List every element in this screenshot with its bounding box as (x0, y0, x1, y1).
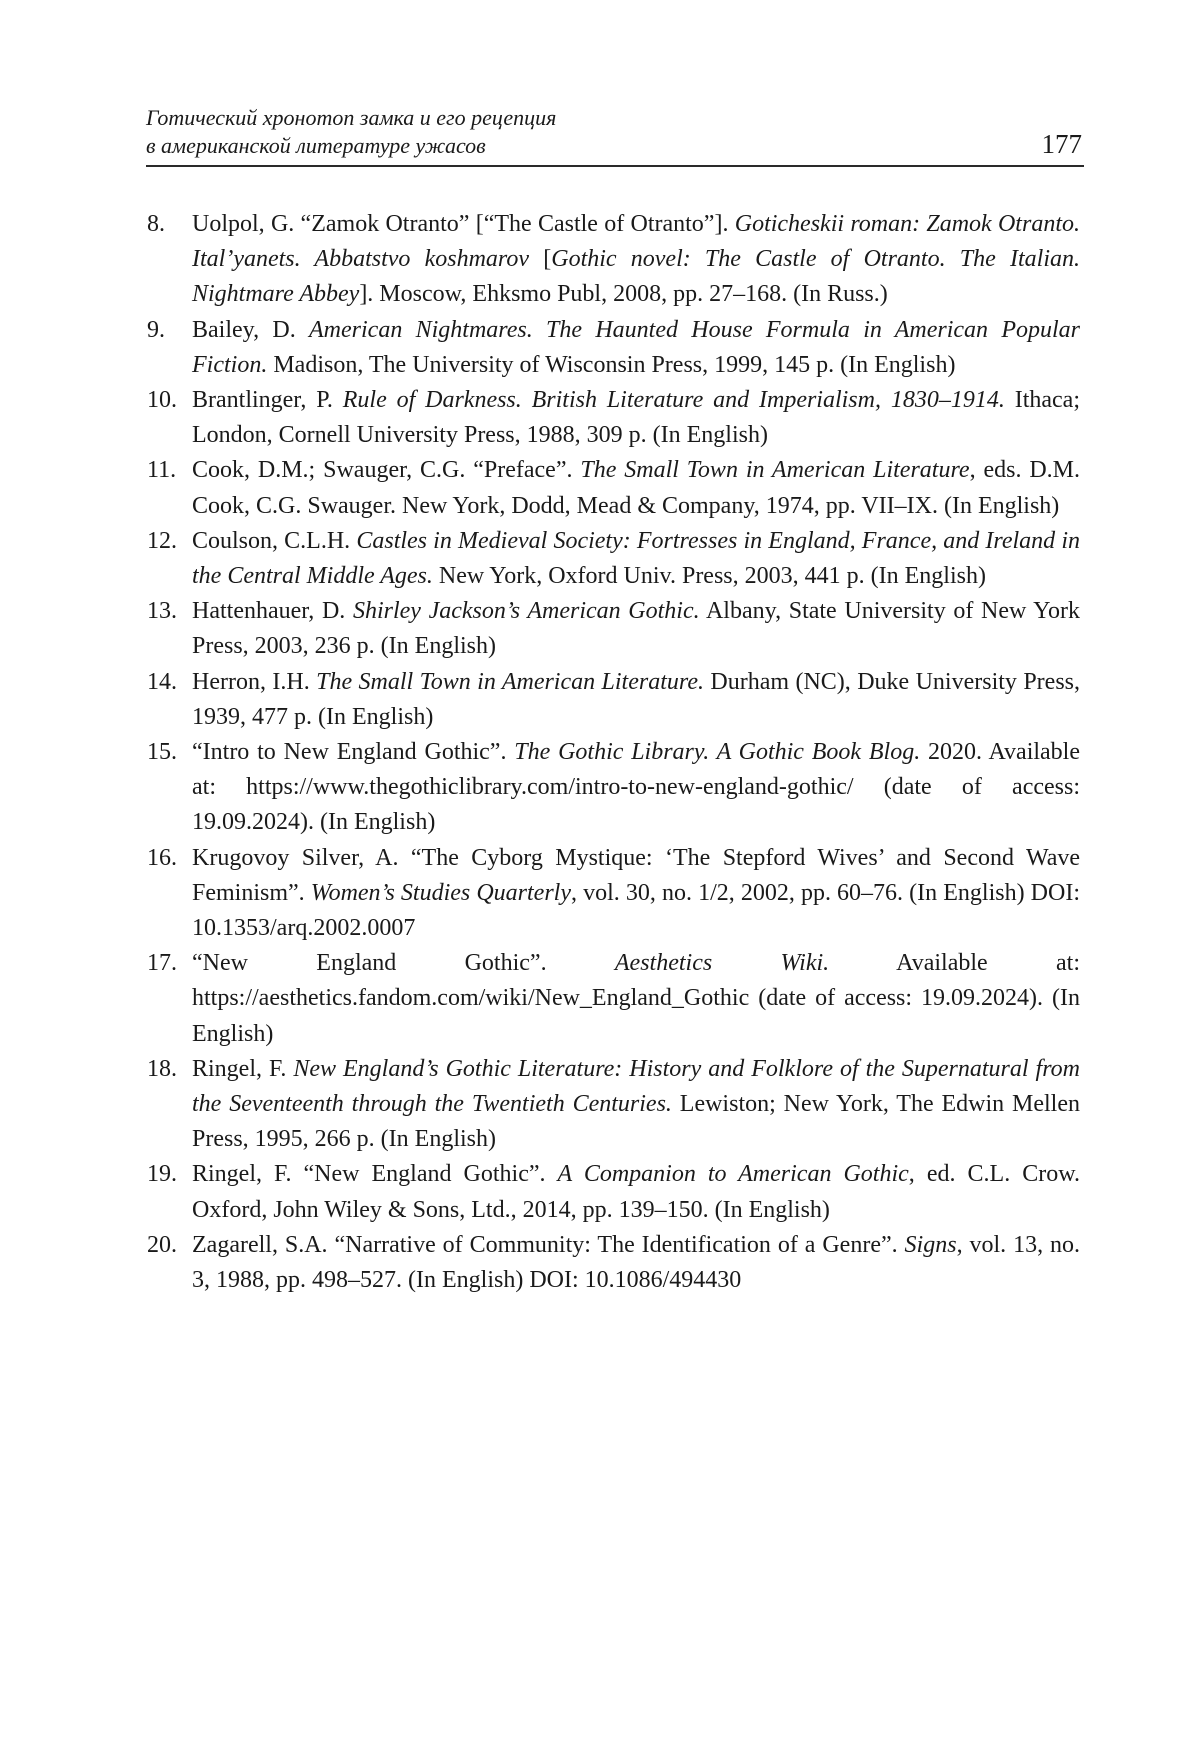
reference-title: The Small Town in American Literature (580, 457, 970, 484)
reference-segment: Krugovoy Silver, A. “The Cyborg Mystique: ‘The Stepford Wives’ and Second Wave Feminism”. (192, 844, 1080, 906)
reference-title: Goticheskii roman: Zamok Otranto. Ital’yanets. Abbatstvo koshmarov (192, 211, 1080, 273)
reference-title: The Small Town in American Literature. (316, 668, 704, 695)
reference-text (192, 1232, 1080, 1293)
reference-number: 10. (147, 387, 177, 414)
reference-title: Signs (904, 1231, 957, 1258)
reference-segment: , eds. D.M. Cook, C.G. Swauger. New York, Dodd, Mead & Company, 1974, pp. VII–IX. (In English) (192, 457, 1081, 519)
running-title (146, 104, 556, 160)
reference-text (192, 950, 1080, 1046)
reference-item (147, 735, 1080, 841)
reference-number: 18. (147, 1055, 177, 1082)
reference-item (147, 453, 1080, 523)
reference-segment: Ringel, F. “New England Gothic”. (192, 1161, 558, 1188)
reference-segment: Ringel, F. (192, 1055, 294, 1082)
reference-segment: Coulson, C.L.H. (192, 527, 357, 554)
reference-text (192, 317, 1080, 378)
reference-title: Shirley Jackson’s American Gothic. (352, 598, 700, 625)
reference-item (147, 313, 1080, 383)
reference-segment: [ (529, 246, 552, 273)
reference-text (192, 387, 1080, 448)
reference-segment: Herron, I.H. (192, 668, 317, 695)
reference-item (147, 946, 1080, 1052)
reference-item (147, 383, 1080, 453)
reference-segment: Madison, The University of Wisconsin Press, 1999, 145 p. (In English) (267, 351, 956, 378)
reference-text (192, 845, 1080, 941)
reference-text (192, 1056, 1080, 1152)
reference-segment: Lewiston; New York, The Edwin Mellen Press, 1995, 266 p. (In English) (192, 1091, 1080, 1153)
reference-title: Rule of Darkness. British Literature and Imperialism, 1830–1914. (342, 387, 1005, 414)
running-title-line-1: Готический хронотоп замка и его рецепция (146, 105, 557, 130)
reference-segment: Cook, D.M.; Swauger, C.G. “Preface”. (192, 457, 581, 484)
reference-text (192, 528, 1080, 589)
reference-segment: Bailey, D. (192, 316, 310, 343)
reference-number: 15. (147, 739, 177, 766)
reference-segment: Zagarell, S.A. “Narrative of Community: The Identification of a Genre”. (192, 1231, 905, 1258)
reference-item (147, 1228, 1080, 1298)
reference-number: 14. (147, 668, 177, 695)
page-number: 177 (1041, 129, 1082, 159)
reference-segment: , ed. C.L. Crow. Oxford, John Wiley & Sons, Ltd., 2014, pp. 139–150. (In English) (192, 1161, 1081, 1223)
reference-title: American Nightmares. The Haunted House Formula in American Popular Fiction. (192, 316, 1080, 378)
reference-text (192, 739, 1080, 835)
reference-segment: Albany, State University of New York Press, 2003, 236 p. (In English) (192, 598, 1080, 660)
reference-item (147, 207, 1080, 313)
reference-segment: , vol. 13, no. 3, 1988, pp. 498–527. (In English) DOI: 10.1086/494430 (192, 1231, 1080, 1294)
reference-number: 16. (147, 844, 177, 871)
reference-title: Aesthetics Wiki. (614, 950, 830, 977)
reference-item (147, 841, 1080, 947)
reference-segment: Hattenhauer, D. (192, 598, 353, 625)
reference-number: 8. (147, 211, 165, 237)
reference-segment: “New England Gothic”. (192, 950, 615, 977)
reference-item (147, 1052, 1080, 1158)
reference-text (192, 457, 1080, 518)
reference-segment: ]. Moscow, Ehksmo Publ, 2008, pp. 27–168. (In Russ.) (359, 281, 888, 308)
reference-segment: “Intro to New England Gothic”. (192, 739, 515, 766)
reference-list (147, 207, 1080, 1298)
reference-text (192, 669, 1080, 730)
reference-segment: Brantlinger, P. (192, 387, 343, 414)
reference-title: A Companion to American Gothic (557, 1161, 909, 1188)
reference-number: 19. (147, 1161, 177, 1188)
reference-number: 20. (147, 1231, 177, 1258)
reference-number: 12. (147, 527, 177, 554)
running-title-line-2: в американской литературе ужасов (146, 133, 486, 158)
running-header (146, 101, 1084, 167)
reference-item (147, 594, 1080, 664)
reference-number: 11. (147, 457, 177, 484)
reference-title: Castles in Medieval Society: Fortresses in England, France, and Ireland in the Central Middle Ages. (192, 527, 1081, 590)
reference-number: 13. (147, 598, 177, 625)
reference-segment: 2020. Available at: https://www.thegothiclibrary.com/intro-to-new-england-gothic/ (date of access: 19.09.2024). (In English) (192, 739, 1080, 836)
reference-item (147, 665, 1080, 735)
reference-segment: Ithaca; London, Cornell University Press, 1988, 309 p. (In English) (192, 387, 1080, 449)
reference-title: The Gothic Library. A Gothic Book Blog. (514, 739, 921, 766)
reference-item (147, 524, 1080, 594)
reference-text (192, 598, 1080, 659)
reference-segment: Uolpol, G. “Zamok Otranto” [“The Castle of Otranto”]. (192, 211, 735, 237)
reference-title: New England’s Gothic Literature: History and Folklore of the Supernatural from the Seventeenth through the Twentieth Centuries. (192, 1055, 1080, 1118)
reference-segment: Durham (NC), Duke University Press, 1939, 477 p. (In English) (192, 668, 1081, 730)
reference-item (147, 1157, 1080, 1227)
reference-segment: Available at: https://aesthetics.fandom.com/wiki/New_England_Gothic (date of access: 19.09.2024). (In English) (192, 950, 1080, 1047)
reference-segment: , vol. 30, no. 1/2, 2002, pp. 60–76. (In English) DOI: 10.1353/arq.2002.0007 (192, 879, 1080, 942)
reference-number: 9. (147, 316, 165, 343)
reference-text (192, 211, 1080, 307)
reference-segment: New York, Oxford Univ. Press, 2003, 441 p. (In English) (432, 563, 986, 590)
reference-number: 17. (147, 950, 177, 977)
reference-text (192, 1161, 1080, 1222)
reference-title: Gothic novel: The Castle of Otranto. The Italian. Nightmare Abbey (192, 246, 1080, 308)
reference-title: Women’s Studies Quarterly (310, 879, 571, 906)
